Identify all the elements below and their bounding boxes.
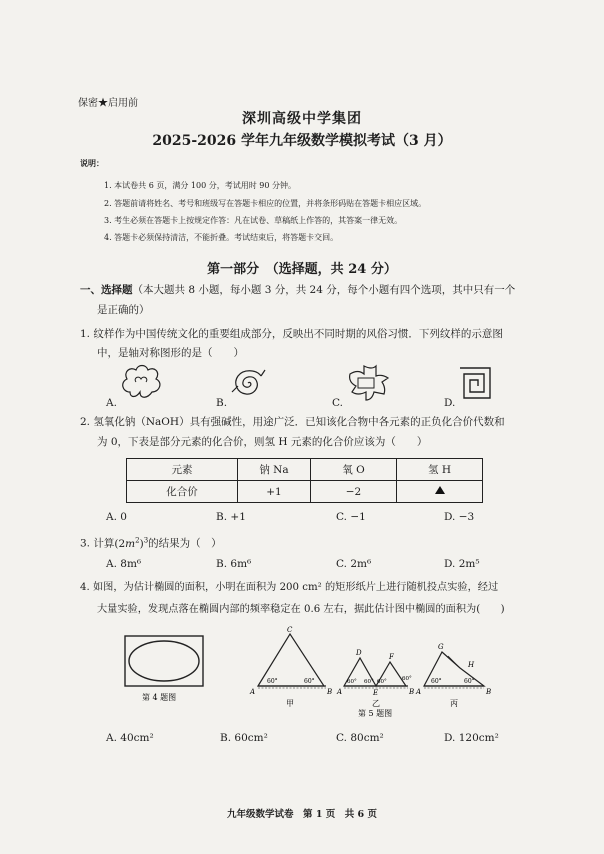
school-title: 深圳高级中学集团	[242, 111, 362, 127]
q4-option-b[interactable]: B. 60cm²	[220, 732, 268, 744]
ellipse-shape	[129, 641, 199, 681]
table-header-cell: 元素	[127, 459, 238, 481]
instructions-heading: 说明：	[80, 158, 104, 168]
q1-option-c[interactable]: C.	[332, 397, 343, 409]
label-f: F	[389, 653, 394, 661]
q2-stem-cont: 为 0，下表是部分元素的化合价，则氢 H 元素的化合价应该为（ ）	[97, 436, 428, 448]
table-row	[127, 481, 483, 503]
angle-label: 60°	[402, 676, 412, 682]
section-heading	[80, 282, 515, 298]
table-row	[127, 459, 483, 481]
table-header-cell: 氧 O	[311, 459, 397, 481]
label-h: H	[468, 661, 475, 669]
label-e: E	[373, 689, 379, 697]
q3-stem-suffix: 的结果为（ ）	[148, 537, 222, 550]
confidential-label: 保密★启用前	[78, 98, 138, 109]
fig4-caption: 第 4 题图	[142, 693, 177, 702]
q3-option-a[interactable]: A. 8m⁶	[106, 558, 142, 570]
instruction-item: 1. 本试卷共 6 页，满分 100 分，考试用时 90 分钟。	[104, 181, 296, 190]
part-title: 第一部分 （选择题，共 24 分）	[207, 262, 397, 277]
label-b: B	[409, 688, 415, 696]
page-footer: 九年级数学试卷 第 1 页 共 6 页	[227, 809, 377, 820]
q3-option-b[interactable]: B. 6m⁶	[216, 558, 252, 570]
label-g: G	[438, 643, 444, 651]
q2-option-d[interactable]: D. −3	[444, 511, 475, 523]
label-a: A	[416, 688, 422, 696]
label-b: B	[486, 688, 492, 696]
q4-option-d[interactable]: D. 120cm²	[444, 732, 499, 744]
label-b: B	[327, 688, 333, 696]
table-header-cell: 钠 Na	[238, 459, 311, 481]
label-a: A	[337, 688, 343, 696]
angle-label: 60°	[364, 679, 374, 685]
fig-yi-label: 乙	[372, 699, 380, 708]
table-cell-unknown	[397, 481, 483, 503]
q4-stem-cont: 大量实验，发现点落在椭圆内部的频率稳定在 0.6 左右，据此估计图中椭圆的面积为( )	[97, 604, 505, 615]
q4-stem: 4. 如图，为估计椭圆的面积，小明在面积为 200 cm² 的矩形纸片上进行随机投点实验，经过	[80, 582, 499, 593]
square-spiral-pattern-figure	[458, 366, 492, 400]
q1-option-b[interactable]: B.	[216, 397, 228, 409]
section-desc-cont: 是正确的）	[97, 304, 150, 316]
cloud-pattern-figure	[118, 362, 164, 402]
figures-area	[118, 624, 498, 720]
q1-option-a[interactable]: A.	[106, 397, 117, 409]
table-header-cell: 氢 H	[397, 459, 483, 481]
q2-stem: 2. 氢氧化钠（NaOH）具有强碱性，用途广泛．已知该化合物中各元素的正负化合价代数和	[80, 416, 505, 428]
q1-option-d[interactable]: D.	[444, 397, 456, 409]
q4-option-c[interactable]: C. 80cm²	[336, 732, 384, 744]
q2-option-a[interactable]: A. 0	[106, 511, 127, 523]
table-cell: +1	[238, 481, 311, 503]
section-desc: （本大题共 8 小题，每小题 3 分，共 24 分，每个小题有四个选项，其中只有一个	[132, 284, 516, 296]
q2-option-c[interactable]: C. −1	[336, 511, 366, 523]
q3-expression: $(2m^2)^3$	[114, 536, 149, 550]
table-cell: 化合价	[127, 481, 238, 503]
q1-stem-cont: 中，是轴对称图形的是（ ）	[97, 347, 244, 359]
q1-stem: 1. 纹样作为中国传统文化的重要组成部分，反映出不同时期的风俗习惯．下列纹样的示意图	[80, 328, 503, 340]
q2-option-b[interactable]: B. +1	[216, 511, 246, 523]
instruction-item: 3. 考生必须在答题卡上按规定作答：凡在试卷、草稿纸上作答的，其答案一律无效。	[104, 216, 403, 225]
q3-stem-prefix: 3. 计算	[80, 537, 115, 550]
label-a: A	[250, 688, 256, 696]
angle-label: 60°	[377, 679, 387, 685]
angle-label: 60°	[304, 678, 315, 685]
label-d: D	[356, 649, 362, 657]
exam-title: 2025-2026 学年九年级数学模拟考试（3 月）	[152, 133, 452, 149]
q4-option-a[interactable]: A. 40cm²	[106, 732, 154, 744]
rectangle-shape	[125, 636, 203, 686]
valence-table	[126, 458, 483, 503]
spiral-pattern-figure	[228, 364, 268, 402]
q3-option-c[interactable]: C. 2m⁶	[336, 558, 372, 570]
q3-stem	[80, 532, 222, 552]
label-c: C	[287, 626, 293, 634]
fig-bing-label: 丙	[450, 699, 458, 708]
triangle-icon	[434, 485, 446, 495]
instruction-item: 2. 答题前请将姓名、考号和班级写在答题卡相应的位置，并将条形码贴在答题卡相应区域。	[104, 199, 427, 208]
square-knot-pattern-figure	[344, 364, 390, 402]
instruction-item: 4. 答题卡必须保持清洁，不能折叠。考试结束后，将答题卡交回。	[104, 233, 339, 242]
section-title: 一、选择题	[80, 284, 133, 296]
fig5-caption: 第 5 题图	[358, 709, 393, 718]
q3-option-d[interactable]: D. 2m⁵	[444, 558, 480, 570]
angle-label: 60°	[267, 678, 278, 685]
fig-jia-label: 甲	[286, 699, 294, 708]
angle-label: 60°	[464, 678, 475, 685]
angle-label: 60°	[347, 679, 357, 685]
table-cell: −2	[311, 481, 397, 503]
angle-label: 60°	[431, 678, 442, 685]
